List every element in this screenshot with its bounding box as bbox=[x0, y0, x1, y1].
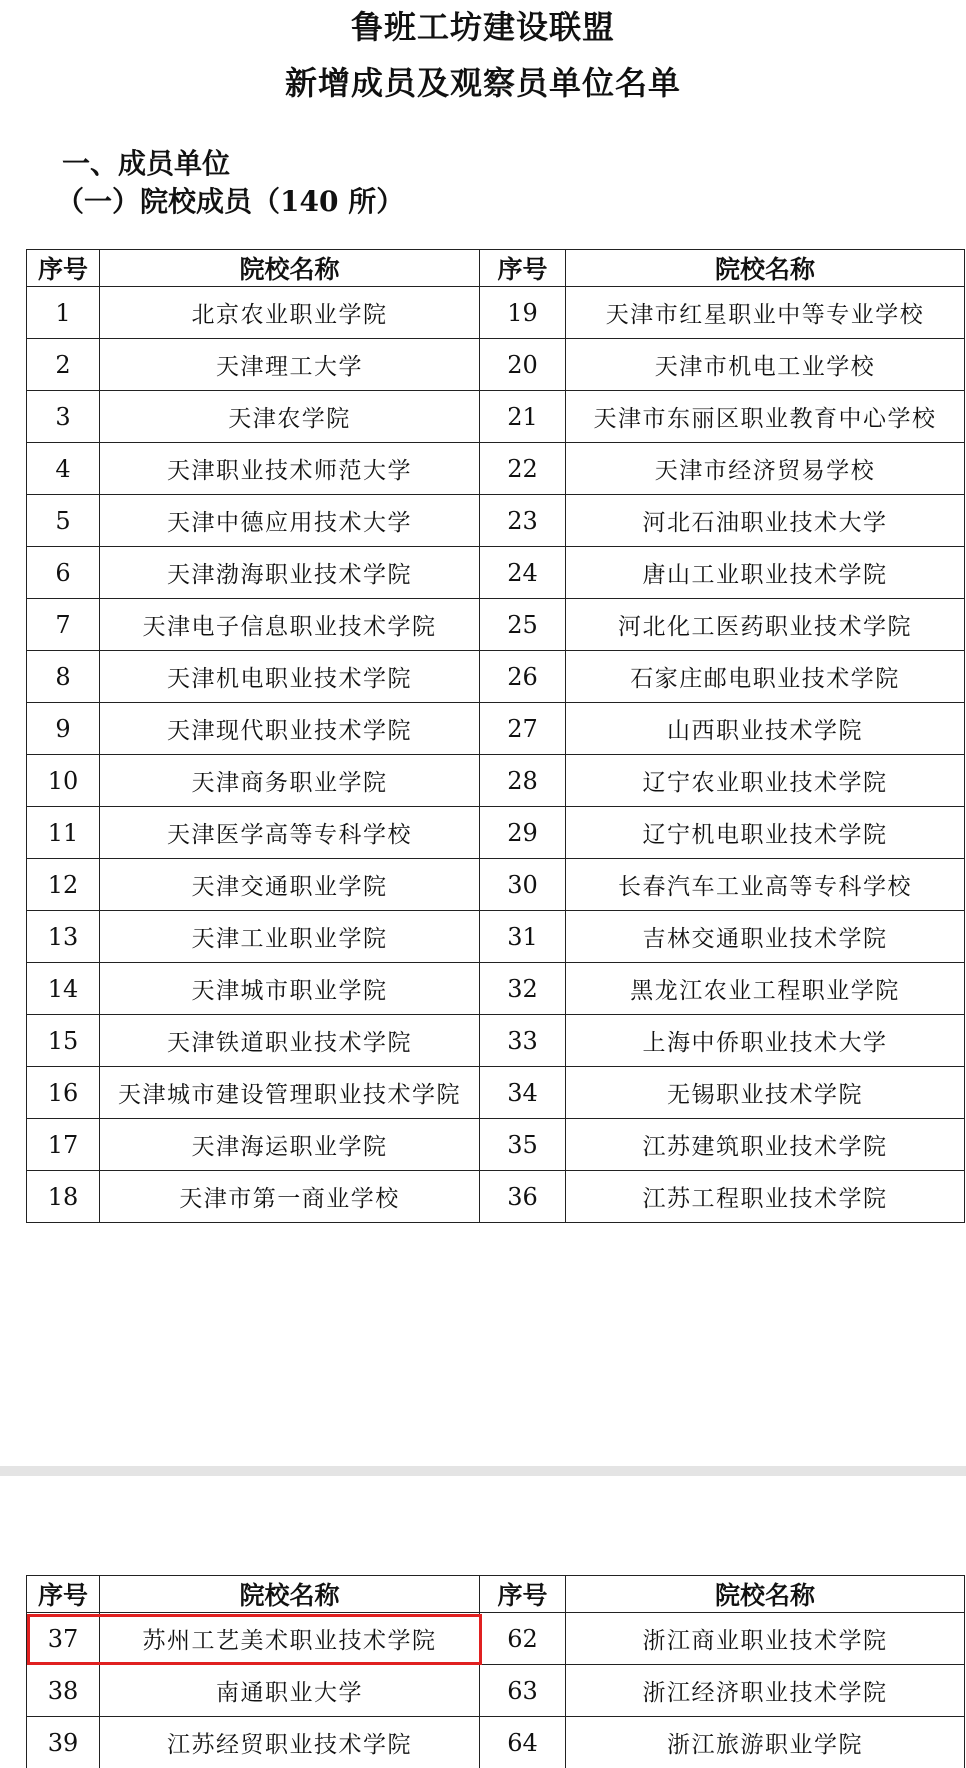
row-number-right: 21 bbox=[480, 391, 566, 443]
document-page-2 bbox=[0, 1476, 966, 1768]
school-name-left: 天津医学高等专科学校 bbox=[100, 807, 480, 859]
page-separator bbox=[0, 1466, 966, 1476]
row-number-left: 16 bbox=[27, 1067, 100, 1119]
table-row bbox=[27, 1171, 965, 1223]
row-number-right: 64 bbox=[480, 1717, 566, 1768]
table-row bbox=[27, 1717, 965, 1768]
school-name-left: 江苏经贸职业技术学院 bbox=[100, 1717, 480, 1768]
school-name-right: 长春汽车工业高等专科学校 bbox=[566, 859, 965, 911]
header-name-right: 院校名称 bbox=[566, 1576, 965, 1613]
school-name-right: 辽宁机电职业技术学院 bbox=[566, 807, 965, 859]
school-name-left: 天津城市建设管理职业技术学院 bbox=[100, 1067, 480, 1119]
row-number-left: 39 bbox=[27, 1717, 100, 1768]
school-name-left: 天津海运职业学院 bbox=[100, 1119, 480, 1171]
header-name-left: 院校名称 bbox=[100, 1576, 480, 1613]
row-number-right: 35 bbox=[480, 1119, 566, 1171]
table-row bbox=[27, 495, 965, 547]
school-name-right: 山西职业技术学院 bbox=[566, 703, 965, 755]
table-row bbox=[27, 443, 965, 495]
table-row bbox=[27, 911, 965, 963]
school-name-left: 天津中德应用技术大学 bbox=[100, 495, 480, 547]
document-title-line2: 新增成员及观察员单位名单 bbox=[284, 64, 681, 102]
table-header-row bbox=[27, 250, 965, 287]
table-row bbox=[27, 1119, 965, 1171]
school-name-right: 河北石油职业技术大学 bbox=[566, 495, 965, 547]
row-number-left: 18 bbox=[27, 1171, 100, 1223]
row-number-right: 34 bbox=[480, 1067, 566, 1119]
row-number-right: 24 bbox=[480, 547, 566, 599]
school-name-right: 江苏建筑职业技术学院 bbox=[566, 1119, 965, 1171]
row-number-left: 38 bbox=[27, 1665, 100, 1717]
table-row bbox=[27, 1613, 965, 1665]
row-number-right: 19 bbox=[480, 287, 566, 339]
row-number-left: 37 bbox=[27, 1613, 100, 1665]
table-row bbox=[27, 859, 965, 911]
table-row bbox=[27, 807, 965, 859]
row-number-left: 11 bbox=[27, 807, 100, 859]
member-table-page2 bbox=[26, 1575, 965, 1768]
school-name-right: 石家庄邮电职业技术学院 bbox=[566, 651, 965, 703]
school-name-right: 辽宁农业职业技术学院 bbox=[566, 755, 965, 807]
row-number-right: 29 bbox=[480, 807, 566, 859]
row-number-left: 6 bbox=[27, 547, 100, 599]
row-number-left: 1 bbox=[27, 287, 100, 339]
school-name-left: 天津渤海职业技术学院 bbox=[100, 547, 480, 599]
row-number-left: 13 bbox=[27, 911, 100, 963]
school-name-right: 黑龙江农业工程职业学院 bbox=[566, 963, 965, 1015]
row-number-left: 4 bbox=[27, 443, 100, 495]
school-name-right: 江苏工程职业技术学院 bbox=[566, 1171, 965, 1223]
row-number-right: 20 bbox=[480, 339, 566, 391]
table-row bbox=[27, 703, 965, 755]
school-name-right: 天津市经济贸易学校 bbox=[566, 443, 965, 495]
school-name-left: 天津理工大学 bbox=[100, 339, 480, 391]
row-number-left: 8 bbox=[27, 651, 100, 703]
row-number-left: 10 bbox=[27, 755, 100, 807]
table-row bbox=[27, 755, 965, 807]
sub-heading: （一）院校成员（140 所） bbox=[56, 185, 405, 218]
table-row bbox=[27, 1067, 965, 1119]
school-name-right: 河北化工医药职业技术学院 bbox=[566, 599, 965, 651]
row-number-right: 26 bbox=[480, 651, 566, 703]
school-name-right: 唐山工业职业技术学院 bbox=[566, 547, 965, 599]
table-row bbox=[27, 339, 965, 391]
row-number-left: 14 bbox=[27, 963, 100, 1015]
school-name-left: 天津农学院 bbox=[100, 391, 480, 443]
row-number-right: 25 bbox=[480, 599, 566, 651]
school-name-left: 天津铁道职业技术学院 bbox=[100, 1015, 480, 1067]
school-name-left: 天津市第一商业学校 bbox=[100, 1171, 480, 1223]
school-name-right: 吉林交通职业技术学院 bbox=[566, 911, 965, 963]
school-name-left: 天津交通职业学院 bbox=[100, 859, 480, 911]
school-name-right: 上海中侨职业技术大学 bbox=[566, 1015, 965, 1067]
section-heading: 一、成员单位 bbox=[62, 147, 231, 180]
school-name-left: 南通职业大学 bbox=[100, 1665, 480, 1717]
school-name-right: 无锡职业技术学院 bbox=[566, 1067, 965, 1119]
school-name-left: 天津电子信息职业技术学院 bbox=[100, 599, 480, 651]
school-name-left: 天津机电职业技术学院 bbox=[100, 651, 480, 703]
table-row bbox=[27, 287, 965, 339]
row-number-left: 7 bbox=[27, 599, 100, 651]
header-number-left: 序号 bbox=[27, 250, 100, 287]
row-number-left: 5 bbox=[27, 495, 100, 547]
table-row bbox=[27, 599, 965, 651]
row-number-right: 36 bbox=[480, 1171, 566, 1223]
header-name-left: 院校名称 bbox=[100, 250, 480, 287]
row-number-left: 12 bbox=[27, 859, 100, 911]
row-number-right: 33 bbox=[480, 1015, 566, 1067]
row-number-left: 9 bbox=[27, 703, 100, 755]
header-number-left: 序号 bbox=[27, 1576, 100, 1613]
school-name-right: 浙江旅游职业学院 bbox=[566, 1717, 965, 1768]
table-row bbox=[27, 1665, 965, 1717]
row-number-right: 32 bbox=[480, 963, 566, 1015]
row-number-left: 2 bbox=[27, 339, 100, 391]
member-table-page1 bbox=[26, 249, 965, 1223]
header-number-right: 序号 bbox=[480, 250, 566, 287]
school-name-left: 天津工业职业学院 bbox=[100, 911, 480, 963]
school-name-left: 天津现代职业技术学院 bbox=[100, 703, 480, 755]
row-number-right: 23 bbox=[480, 495, 566, 547]
table-header-row bbox=[27, 1576, 965, 1613]
row-number-right: 30 bbox=[480, 859, 566, 911]
school-name-left: 天津城市职业学院 bbox=[100, 963, 480, 1015]
school-name-right: 浙江经济职业技术学院 bbox=[566, 1665, 965, 1717]
row-number-left: 15 bbox=[27, 1015, 100, 1067]
table-row bbox=[27, 391, 965, 443]
row-number-right: 31 bbox=[480, 911, 566, 963]
school-name-right: 天津市红星职业中等专业学校 bbox=[566, 287, 965, 339]
row-number-right: 63 bbox=[480, 1665, 566, 1717]
school-name-left: 天津职业技术师范大学 bbox=[100, 443, 480, 495]
header-name-right: 院校名称 bbox=[566, 250, 965, 287]
table-row bbox=[27, 1015, 965, 1067]
row-number-left: 17 bbox=[27, 1119, 100, 1171]
row-number-right: 22 bbox=[480, 443, 566, 495]
table-row bbox=[27, 651, 965, 703]
table-row bbox=[27, 547, 965, 599]
school-name-left: 苏州工艺美术职业技术学院 bbox=[100, 1613, 480, 1665]
row-number-right: 28 bbox=[480, 755, 566, 807]
school-name-right: 天津市东丽区职业教育中心学校 bbox=[566, 391, 965, 443]
header-number-right: 序号 bbox=[480, 1576, 566, 1613]
school-name-right: 浙江商业职业技术学院 bbox=[566, 1613, 965, 1665]
table-row bbox=[27, 963, 965, 1015]
row-number-right: 27 bbox=[480, 703, 566, 755]
school-name-left: 天津商务职业学院 bbox=[100, 755, 480, 807]
row-number-right: 62 bbox=[480, 1613, 566, 1665]
school-name-right: 天津市机电工业学校 bbox=[566, 339, 965, 391]
row-number-left: 3 bbox=[27, 391, 100, 443]
school-name-left: 北京农业职业学院 bbox=[100, 287, 480, 339]
document-title-line1: 鲁班工坊建设联盟 bbox=[350, 8, 615, 46]
